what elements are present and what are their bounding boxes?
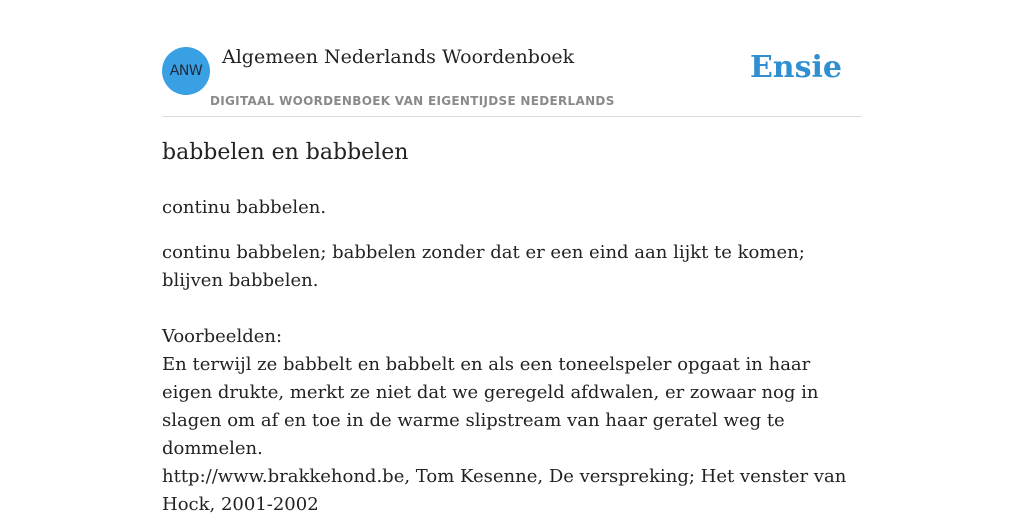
- entry-headword: babbelen en babbelen: [162, 140, 409, 165]
- examples-section: [162, 323, 862, 519]
- examples-label: Voorbeelden:: [162, 326, 283, 347]
- page-container: [162, 0, 862, 515]
- example-text: En terwijl ze babbelt en babbelt en als een toneelspeler opgaat in haar eigen drukte, merkt ze niet dat we geregeld afdwalen, er zowaar nog in slagen om af en toe in de warme slipstream van haar geratel weg te dommelen.: [162, 354, 819, 459]
- ensie-brand-logo[interactable]: Ensie: [749, 50, 842, 85]
- example-source: http://www.brakkehond.be, Tom Kesenne, De verspreking; Het venster van Hock, 2001-2002: [162, 466, 847, 515]
- short-definition: continu babbelen.: [162, 197, 327, 218]
- site-subtitle: DIGITAAL WOORDENBOEK VAN EIGENTIJDSE NEDERLANDS: [210, 94, 615, 108]
- site-title[interactable]: Algemeen Nederlands Woordenboek: [222, 46, 575, 68]
- long-definition: continu babbelen; babbelen zonder dat er een eind aan lijkt te komen; blijven babbelen.: [162, 242, 805, 291]
- site-header: [162, 0, 862, 117]
- anw-logo[interactable]: ANW: [162, 47, 210, 95]
